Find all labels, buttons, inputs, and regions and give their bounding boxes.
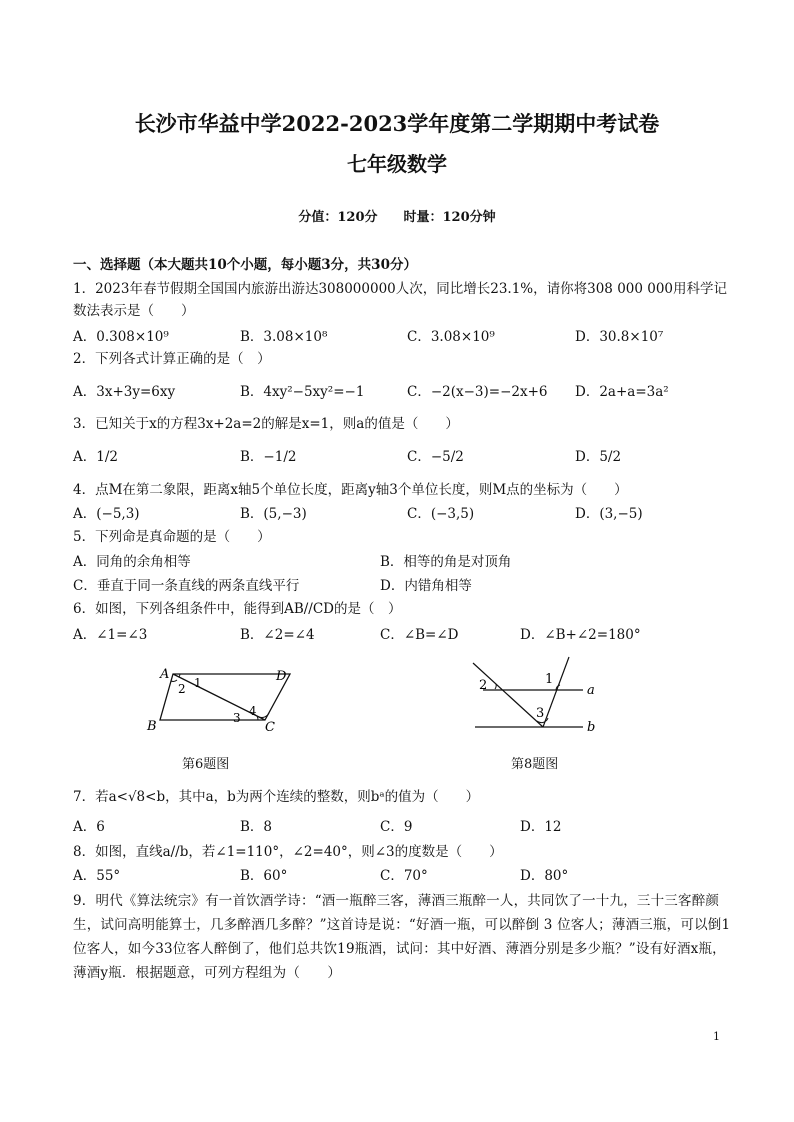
q4-option-d: D．(3,−5) bbox=[575, 506, 643, 522]
q7-option-a: A．6 bbox=[73, 819, 105, 835]
angle-4-arc bbox=[259, 713, 269, 718]
q5-option-c: C．垂直于同一条直线的两条直线平行 bbox=[73, 578, 300, 594]
q7-option-c: C．9 bbox=[380, 819, 413, 835]
label-angle-2: 2 bbox=[178, 682, 186, 696]
q5-option-b: B．相等的角是对顶角 bbox=[380, 554, 512, 570]
label-angle-2: 2 bbox=[479, 678, 488, 693]
q6-option-b: B．∠2=∠4 bbox=[240, 627, 315, 643]
label-c: C bbox=[265, 720, 275, 735]
label-angle-1: 1 bbox=[194, 676, 202, 690]
q2-option-a: A．3x+3y=6xy bbox=[73, 384, 176, 400]
q1-stem-line2: 数法表示是（ ） bbox=[73, 303, 195, 319]
label-angle-3: 3 bbox=[233, 711, 241, 725]
q2-option-b: B．4xy²−5xy²=−1 bbox=[240, 384, 365, 400]
figure-8-caption: 第8题图 bbox=[511, 757, 559, 772]
q6-option-d: D．∠B+∠2=180° bbox=[520, 627, 641, 643]
q9-stem: 9．明代《算法统宗》有一首饮酒学诗：“酒一瓶醉三客，薄酒三瓶醉一人，共同饮了一十九，三十三客醉颜生，试问高明能算士，几多醉酒几多醉？”这首诗是说：“好酒一瓶，可以醉倒 3 位客人；薄酒三瓶，可以倒1位客人，如今33位客人醉倒了，他们总共饮19瓶酒，试问：其中好酒、薄酒分别是多少瓶？”设有好酒x瓶，薄酒y瓶．根据题意，可列方程组为（ ） bbox=[73, 893, 731, 981]
q2-stem: 2．下列各式计算正确的是（ ） bbox=[73, 351, 271, 367]
q8-option-d: D．80° bbox=[520, 868, 569, 884]
figure-6-caption: 第6题图 bbox=[182, 757, 230, 772]
q1-option-d: D．30.8×10⁷ bbox=[575, 329, 664, 345]
q2-option-c: C．−2(x−3)=−2x+6 bbox=[407, 384, 548, 400]
page-number: 1 bbox=[713, 1030, 720, 1043]
q3-option-b: B．−1/2 bbox=[240, 449, 297, 465]
label-angle-3: 3 bbox=[536, 706, 545, 721]
q3-option-c: C．−5/2 bbox=[407, 449, 464, 465]
q6-option-a: A．∠1=∠3 bbox=[73, 627, 148, 643]
q8-stem: 8．如图，直线a//b，若∠1=110°，∠2=40°，则∠3的度数是（ ） bbox=[73, 844, 503, 860]
q3-option-a: A．1/2 bbox=[73, 449, 118, 465]
transversal-right bbox=[543, 657, 569, 727]
q8-option-c: C．70° bbox=[380, 868, 428, 884]
q6-stem: 6．如图，下列各组条件中，能得到AB//CD的是（ ） bbox=[73, 601, 402, 617]
q7-stem: 7．若a<√8<b，其中a，b为两个连续的整数，则bᵃ的值为（ ） bbox=[73, 789, 480, 805]
q7-option-b: B．8 bbox=[240, 819, 273, 835]
q5-option-a: A．同角的余角相等 bbox=[73, 554, 191, 570]
figure-8-diagram bbox=[465, 655, 615, 740]
q7-option-d: D．12 bbox=[520, 819, 562, 835]
q8-option-a: A．55° bbox=[73, 868, 121, 884]
label-d: D bbox=[276, 669, 287, 684]
q8-option-b: B．60° bbox=[240, 868, 288, 884]
q4-option-c: C．(−3,5) bbox=[407, 506, 475, 522]
parallelogram-abcd bbox=[160, 674, 290, 720]
q3-option-d: D．5/2 bbox=[575, 449, 622, 465]
label-a: A bbox=[160, 667, 170, 682]
label-line-a: a bbox=[587, 683, 595, 698]
section-heading: 一、选择题（本大题共10个小题，每小题3分，共30分） bbox=[73, 257, 417, 273]
transversal-left bbox=[473, 663, 543, 727]
q4-option-b: B．(5,−3) bbox=[240, 506, 307, 522]
label-angle-1: 1 bbox=[545, 672, 554, 687]
q1-stem-line1: 1．2023年春节假期全国国内旅游出游达308000000人次，同比增长23.1%，请你将308 000 000用科学记 bbox=[73, 281, 728, 297]
q3-stem: 3．已知关于x的方程3x+2a=2的解是x=1，则a的值是（ ） bbox=[73, 416, 459, 432]
label-angle-4: 4 bbox=[249, 704, 257, 718]
q1-option-a: A．0.308×10⁹ bbox=[73, 329, 169, 345]
label-b: B bbox=[147, 719, 157, 734]
q5-option-d: D．内错角相等 bbox=[380, 578, 472, 594]
q2-option-d: D．2a+a=3a² bbox=[575, 384, 669, 400]
q4-stem: 4．点M在第二象限，距离x轴5个单位长度，距离y轴3个单位长度，则M点的坐标为（ ） bbox=[73, 482, 628, 498]
q4-option-a: A．(−5,3) bbox=[73, 506, 140, 522]
exam-meta: 分值：120分 时量：120分钟 bbox=[298, 210, 496, 225]
figure-6-diagram bbox=[140, 660, 310, 740]
label-line-b: b bbox=[587, 720, 596, 735]
q1-option-b: B．3.08×10⁸ bbox=[240, 329, 328, 345]
q1-option-c: C．3.08×10⁹ bbox=[407, 329, 495, 345]
angle-2-arc bbox=[495, 684, 496, 689]
q6-option-c: C．∠B=∠D bbox=[380, 627, 459, 643]
page-title: 长沙市华益中学2022-2023学年度第二学期期中考试卷 bbox=[134, 111, 660, 136]
q5-stem: 5．下列命是真命题的是（ ） bbox=[73, 529, 271, 545]
page-subtitle: 七年级数学 bbox=[347, 152, 447, 176]
